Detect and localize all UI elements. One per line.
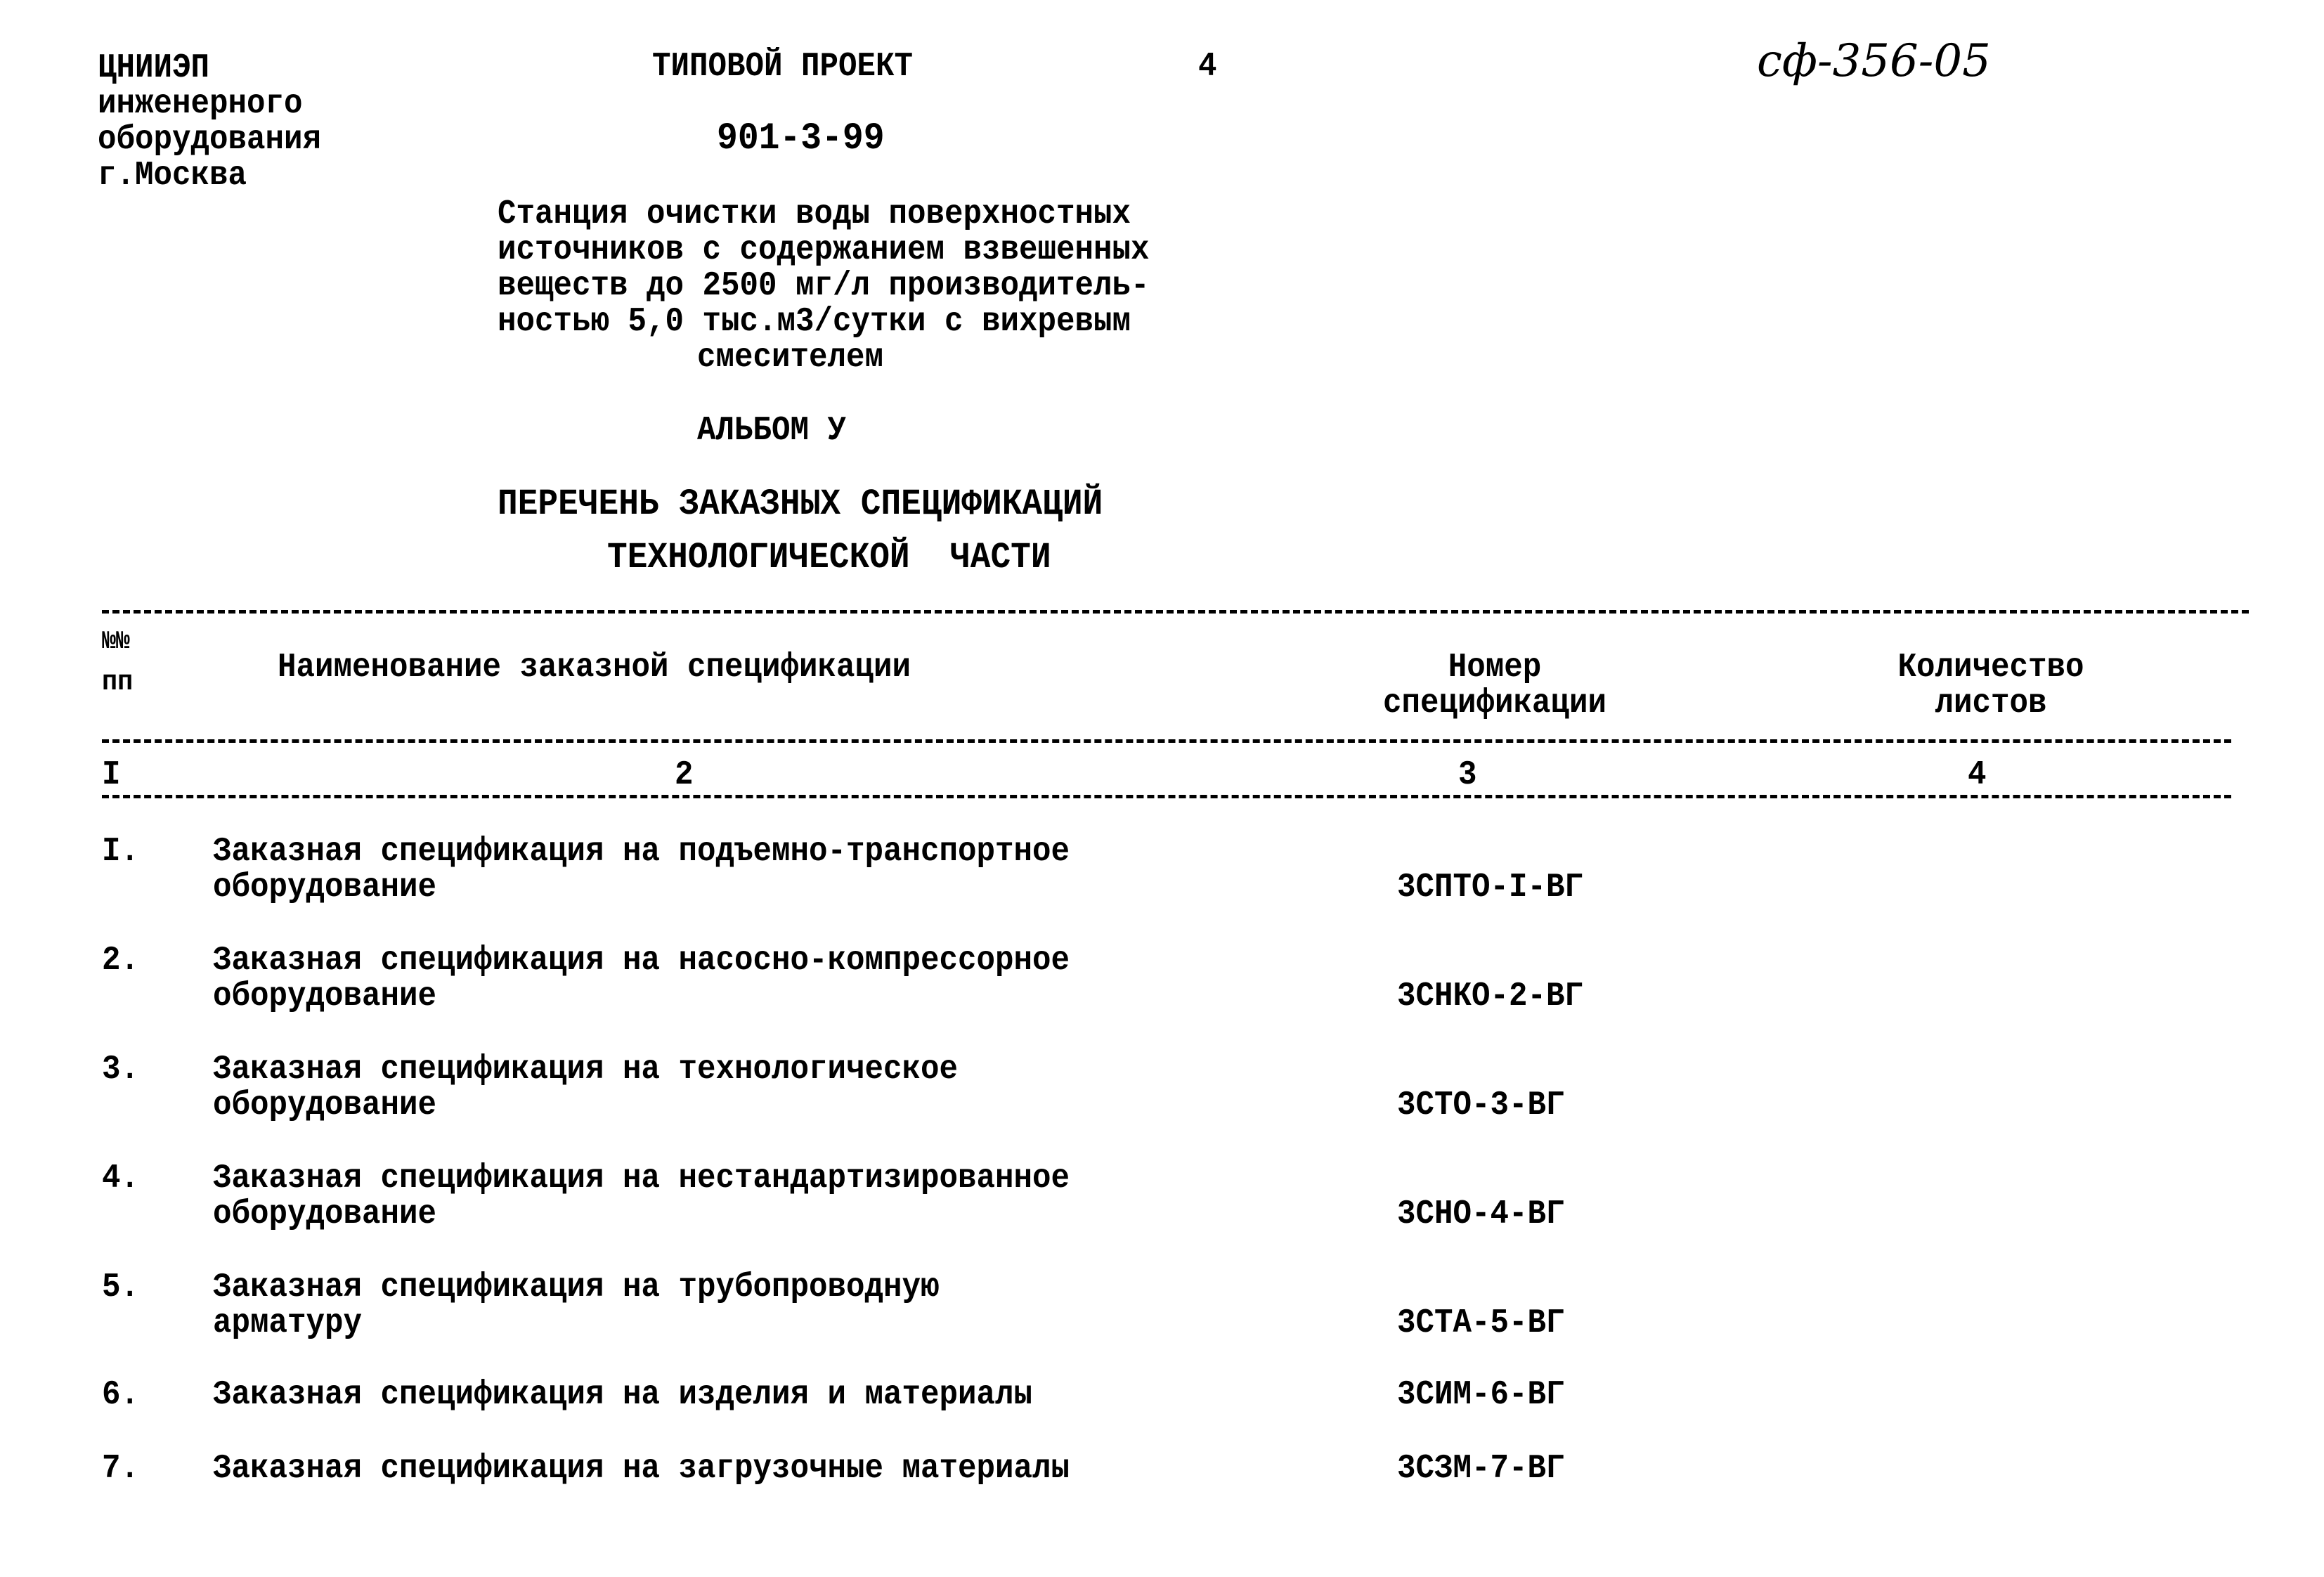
col-name-header: Наименование заказной спецификации [278,649,911,687]
row-code: 3СНО-4-ВГ [1397,1195,1565,1233]
row-number: I. [102,833,140,871]
handwritten-code: сф-356-05 [1757,35,1991,87]
column-number: 2 [675,756,694,794]
doc-type: ТИПОВОЙ ПРОЕКТ [652,48,914,86]
row-name: оборудование [213,1195,437,1233]
row-code: 3СИМ-6-ВГ [1397,1376,1565,1414]
row-name: оборудование [213,869,437,907]
col-sheets-header: Количество [1897,649,2084,687]
col-code-header: спецификации [1382,684,1607,722]
org-line: г.Москва [98,157,247,195]
org-line: оборудования [98,121,322,159]
row-code: 3СПТО-I-ВГ [1397,869,1584,907]
row-name: Заказная спецификация на трубопроводную [213,1268,940,1306]
description-line: Станция очистки воды поверхностных [498,195,1131,233]
row-name: Заказная спецификация на загрузочные материалы [213,1450,1070,1488]
page-number: 4 [1198,48,1217,86]
row-number: 4. [102,1160,140,1198]
col-num-header: пп [102,667,134,699]
row-name: Заказная спецификация на технологическое [213,1051,959,1089]
column-number: 4 [1968,756,1987,794]
org-line: инженерного [98,85,303,123]
row-name: оборудование [213,1086,437,1124]
list-title: ПЕРЕЧЕНЬ ЗАКАЗНЫХ СПЕЦИФИКАЦИЙ [498,484,1103,525]
col-num-header: №№ [102,627,130,656]
table-rule [102,610,2249,614]
description-line: источников с содержанием взвешенных [498,231,1150,269]
description-line: смесителем [697,339,884,377]
table-rule [102,795,2231,798]
description-line: веществ до 2500 мг/л производитель- [498,267,1150,305]
row-code: 3СТО-3-ВГ [1397,1086,1565,1124]
org-line: ЦНИИЭП [98,49,210,87]
row-name: Заказная спецификация на изделия и материалы [213,1376,1033,1414]
row-name: Заказная спецификация на подъемно-транспортное [213,833,1070,871]
row-number: 3. [102,1051,140,1089]
row-name: Заказная спецификация на насосно-компрессорное [213,942,1070,980]
row-number: 7. [102,1450,140,1488]
row-code: 3СНКО-2-ВГ [1397,978,1584,1015]
row-number: 6. [102,1376,140,1414]
row-name: Заказная спецификация на нестандартизированное [213,1160,1070,1198]
row-number: 5. [102,1268,140,1306]
project-number: 901-3-99 [717,117,885,160]
table-rule [102,739,2231,743]
row-name: арматуру [213,1304,363,1342]
col-sheets-header: листов [1935,684,2047,722]
description-line: ностью 5,0 тыс.м3/сутки с вихревым [498,303,1131,341]
row-code: 3СТА-5-ВГ [1397,1304,1565,1342]
row-code: 3СЗМ-7-ВГ [1397,1450,1565,1488]
list-subtitle: ТЕХНОЛОГИЧЕСКОЙ ЧАСТИ [607,537,1051,578]
column-number: 3 [1458,756,1477,794]
col-code-header: Номер [1448,649,1542,687]
row-name: оборудование [213,978,437,1015]
album-label: АЛЬБОМ У [697,412,847,450]
column-number: I [102,756,121,794]
row-number: 2. [102,942,140,980]
